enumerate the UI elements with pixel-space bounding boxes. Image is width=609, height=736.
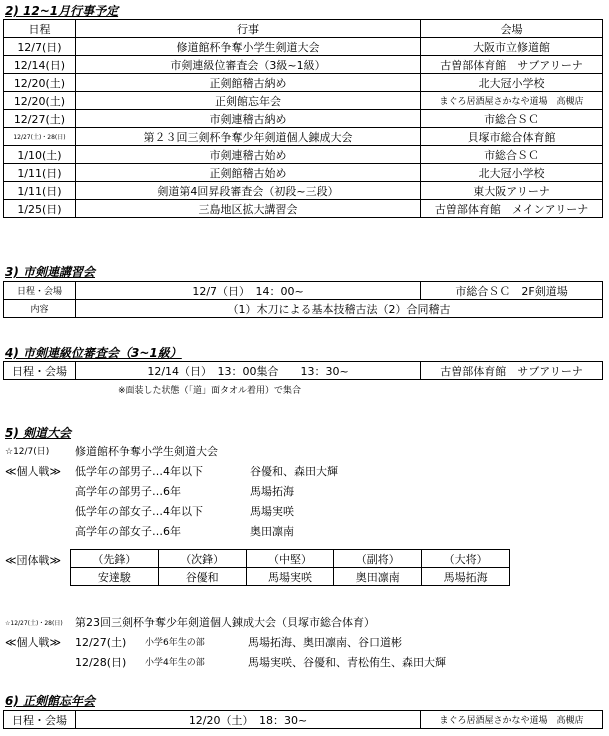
individual-category: 低学年の部男子…4年以下 xyxy=(75,465,203,478)
team-name-row xyxy=(71,568,510,586)
schedule-venue: 北大冠小学校 xyxy=(421,74,603,92)
individual2-names: 馬場実咲、谷優和、青松侑生、森田大輝 xyxy=(248,656,446,669)
schedule-header-row xyxy=(4,20,603,38)
schedule-event: 第２３回三剣杯争奪少年剣道個人錬成大会 xyxy=(75,128,420,146)
schedule-row xyxy=(4,110,603,128)
schedule-venue: 貝塚市総合体育館 xyxy=(421,128,603,146)
individual2-cat: 小学6年生の部 xyxy=(145,638,205,648)
grading-date: 12/14（日） 13：00集合 13：30~ xyxy=(75,362,420,380)
team-position: （次鋒） xyxy=(158,550,246,568)
schedule-event: 市剣連級位審査会（3級~1級） xyxy=(75,56,420,74)
schedule-event: 正剣館稽古納め xyxy=(75,74,420,92)
team-label: ≪団体戦≫ xyxy=(5,554,62,567)
section-6-title: 6) 正剣館忘年会 xyxy=(5,694,96,708)
individual2-cat: 小学4年生の部 xyxy=(145,658,205,668)
individual-names: 奥田凛南 xyxy=(250,525,294,538)
grading-note: ※面装した状態（「道」面タオル着用）で集合 xyxy=(118,386,302,396)
schedule-date: 12/20(土) xyxy=(4,74,76,92)
schedule-venue: 市総合ＳＣ xyxy=(421,110,603,128)
schedule-date: 12/27(土)・28(日) xyxy=(4,128,76,146)
schedule-venue: まぐろ居酒屋さかなや道場 高槻店 xyxy=(421,92,603,110)
schedule-row xyxy=(4,92,603,110)
individual2-names: 馬場拓海、奥田凛南、谷口道彬 xyxy=(248,636,402,649)
team-member: 馬場実咲 xyxy=(246,568,334,586)
schedule-date: 12/14(日) xyxy=(4,56,76,74)
schedule-row xyxy=(4,38,603,56)
schedule-date: 1/11(日) xyxy=(4,182,76,200)
schedule-row xyxy=(4,146,603,164)
team-position: （大将） xyxy=(422,550,510,568)
party-label: 日程・会場 xyxy=(4,711,76,729)
individual2-date: 12/28(日) xyxy=(75,656,127,669)
schedule-row xyxy=(4,182,603,200)
team-position: （先鋒） xyxy=(71,550,159,568)
event1-name: 修道館杯争奪小学生剣道大会 xyxy=(75,445,218,458)
schedule-event: 正剣館稽古始め xyxy=(75,164,420,182)
lecture-row-content xyxy=(4,300,603,318)
individual-names: 馬場実咲 xyxy=(250,505,294,518)
team-member: 谷優和 xyxy=(158,568,246,586)
lecture-content: （1）木刀による基本技稽古法（2）合同稽古 xyxy=(75,300,602,318)
schedule-event: 市剣連稽古始め xyxy=(75,146,420,164)
team-member: 奥田凛南 xyxy=(334,568,422,586)
schedule-row xyxy=(4,128,603,146)
team-position-row xyxy=(71,550,510,568)
individual-category: 高学年の部女子…6年 xyxy=(75,525,181,538)
grading-table xyxy=(3,361,603,380)
header-venue: 会場 xyxy=(421,20,603,38)
schedule-event: 正剣館忘年会 xyxy=(75,92,420,110)
schedule-date: 1/11(日) xyxy=(4,164,76,182)
lecture-label-content: 内容 xyxy=(4,300,76,318)
party-date: 12/20（土） 18：30~ xyxy=(75,711,420,729)
event2-date: ☆12/27(土)・28(日) xyxy=(5,620,63,627)
schedule-row xyxy=(4,56,603,74)
schedule-venue: 古曽部体育館 メインアリーナ xyxy=(421,200,603,218)
team-member: 馬場拓海 xyxy=(422,568,510,586)
schedule-venue: 市総合ＳＣ xyxy=(421,146,603,164)
party-venue: まぐろ居酒屋さかなや道場 高槻店 xyxy=(421,711,603,729)
party-table xyxy=(3,710,603,729)
header-event: 行事 xyxy=(75,20,420,38)
grading-venue: 古曽部体育館 サブアリーナ xyxy=(421,362,603,380)
team-position: （中堅） xyxy=(246,550,334,568)
party-row xyxy=(4,711,603,729)
individual-names: 馬場拓海 xyxy=(250,485,294,498)
team-table xyxy=(70,549,510,586)
header-date: 日程 xyxy=(4,20,76,38)
schedule-venue: 北大冠小学校 xyxy=(421,164,603,182)
schedule-row xyxy=(4,74,603,92)
schedule-event: 修道館杯争奪小学生剣道大会 xyxy=(75,38,420,56)
schedule-event: 剣道第4回昇段審査会（初段~三段） xyxy=(75,182,420,200)
schedule-row xyxy=(4,200,603,218)
individual2-label: ≪個人戦≫ xyxy=(5,636,62,649)
grading-label: 日程・会場 xyxy=(4,362,76,380)
section-5-title: 5) 剣道大会 xyxy=(5,426,72,440)
section-2-title: 2) 12~1月行事予定 xyxy=(5,4,119,18)
event2-name: 第23回三剣杯争奪少年剣道個人錬成大会（貝塚市総合体育） xyxy=(75,616,375,629)
individual-label: ≪個人戦≫ xyxy=(5,465,62,478)
lecture-date: 12/7（日） 14：00~ xyxy=(75,282,420,300)
schedule-venue: 東大阪アリーナ xyxy=(421,182,603,200)
schedule-date: 12/20(土) xyxy=(4,92,76,110)
schedule-venue: 古曽部体育館 サブアリーナ xyxy=(421,56,603,74)
individual-category: 低学年の部女子…4年以下 xyxy=(75,505,203,518)
schedule-row xyxy=(4,164,603,182)
lecture-label-schedule: 日程・会場 xyxy=(4,282,76,300)
schedule-date: 12/7(日) xyxy=(4,38,76,56)
individual-names: 谷優和、森田大輝 xyxy=(250,465,338,478)
schedule-date: 12/27(土) xyxy=(4,110,76,128)
schedule-event: 市剣連稽古納め xyxy=(75,110,420,128)
individual2-date: 12/27(土) xyxy=(75,636,127,649)
team-position: （副将） xyxy=(334,550,422,568)
lecture-row-schedule xyxy=(4,282,603,300)
schedule-venue: 大阪市立修道館 xyxy=(421,38,603,56)
team-member: 安達駿 xyxy=(71,568,159,586)
section-3-title: 3) 市剣連講習会 xyxy=(5,265,96,279)
lecture-venue: 市総合ＳＣ 2F剣道場 xyxy=(421,282,603,300)
section-4-title: 4) 市剣連級位審査会（3~1級） xyxy=(5,346,182,360)
schedule-event: 三島地区拡大講習会 xyxy=(75,200,420,218)
lecture-table xyxy=(3,281,603,318)
grading-row xyxy=(4,362,603,380)
event1-date: ☆12/7(日) xyxy=(5,447,50,457)
schedule-table xyxy=(3,19,603,218)
schedule-date: 1/10(土) xyxy=(4,146,76,164)
individual-category: 高学年の部男子…6年 xyxy=(75,485,181,498)
schedule-date: 1/25(日) xyxy=(4,200,76,218)
